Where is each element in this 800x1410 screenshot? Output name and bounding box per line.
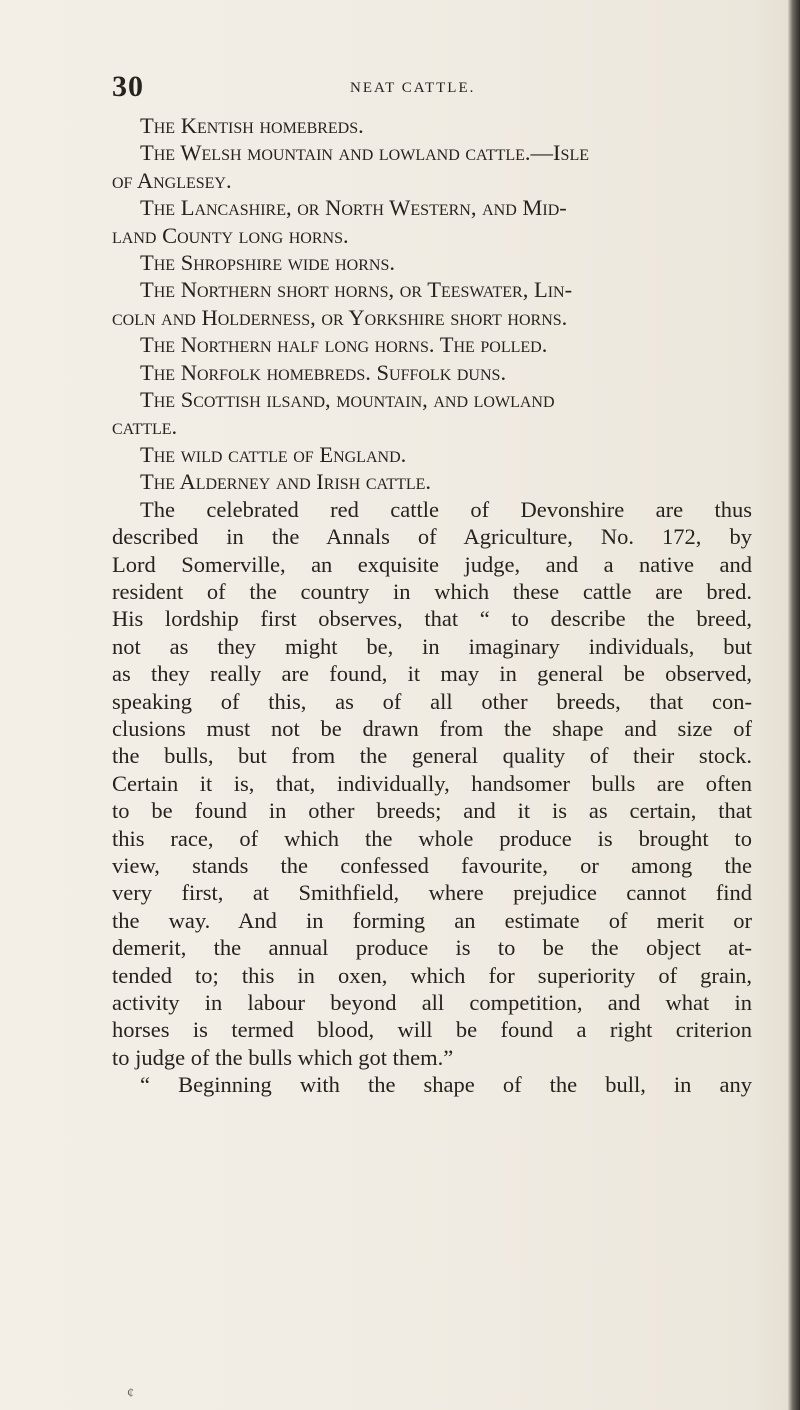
list-entry: The Kentish homebreds.	[140, 113, 364, 138]
list-entry: The Scottish ilsand, mountain, and lowland	[140, 387, 555, 413]
list-entry: cattle.	[112, 414, 178, 440]
paragraph-line: horses is termed blood, will be found a right criterion	[112, 1017, 752, 1043]
running-head: NEAT CATTLE.	[350, 80, 476, 96]
paragraph-line: activity in labour beyond all competition, and what in	[112, 990, 752, 1015]
paragraph-line: speaking of this, as of all other breeds, that con-	[112, 688, 752, 714]
list-entry: The Welsh mountain and lowland cattle.—Isle	[140, 140, 589, 166]
list-entry: of Anglesey.	[112, 167, 232, 193]
paragraph-line: to be found in other breeds; and it is as certain, that	[112, 798, 752, 824]
paragraph-line: to judge of the bulls which got them.”	[112, 1044, 454, 1070]
page-header	[112, 70, 752, 106]
paragraph-line: demerit, the annual produce is to be the object at-	[112, 935, 752, 961]
paragraph-line: His lordship first observes, that “ to describe the breed,	[112, 606, 752, 632]
paragraph-line: the way. And in forming an estimate of merit or	[112, 907, 752, 933]
paragraph-line: tended to; this in oxen, which for superiority of grain,	[112, 962, 752, 988]
list-entry: The Lancashire, or North Western, and Mid-	[140, 195, 567, 221]
paragraph-line: The celebrated red cattle of Devonshire are thus	[140, 496, 752, 522]
list-entry: The wild cattle of England.	[140, 441, 407, 467]
paragraph-line: the bulls, but from the general quality of their stock.	[112, 743, 752, 769]
list-entry: The Shropshire wide horns.	[140, 250, 395, 276]
paragraph-line: as they really are found, it may in general be observed,	[112, 661, 752, 687]
page-edge	[788, 0, 800, 1410]
page-number: 30	[112, 70, 144, 103]
paragraph-line: Certain it is, that, individually, handsomer bulls are often	[112, 770, 752, 796]
paragraph-line: very first, at Smithfield, where prejudice cannot find	[112, 880, 752, 906]
paragraph-line: Lord Somerville, an exquisite judge, and a native and	[112, 551, 752, 577]
paragraph-line: this race, of which the whole produce is brought to	[112, 825, 752, 851]
paragraph-line: view, stands the confessed favourite, or among the	[112, 852, 752, 878]
paragraph-line: clusions must not be drawn from the shape and size of	[112, 715, 752, 741]
last-line: “ Beginning with the shape of the bull, in any	[140, 1072, 752, 1098]
list-entry: The Norfolk homebreds. Suffolk duns.	[140, 359, 507, 385]
list-entry: The Alderney and Irish cattle.	[140, 469, 432, 495]
list-entry: The Northern short horns, or Teeswater, Lin-	[140, 277, 573, 303]
list-entry: The Northern half long horns. The polled.	[140, 332, 548, 358]
page-body	[112, 112, 752, 1099]
stray-mark: ¢	[127, 1386, 134, 1401]
paragraph-line: described in the Annals of Agriculture, No. 172, by	[112, 524, 752, 550]
paragraph-line: resident of the country in which these cattle are bred.	[112, 578, 752, 604]
list-entry: land County long horns.	[112, 222, 349, 248]
list-entry: coln and Holderness, or Yorkshire short horns.	[112, 304, 568, 330]
paragraph-line: not as they might be, in imaginary individuals, but	[112, 633, 752, 659]
